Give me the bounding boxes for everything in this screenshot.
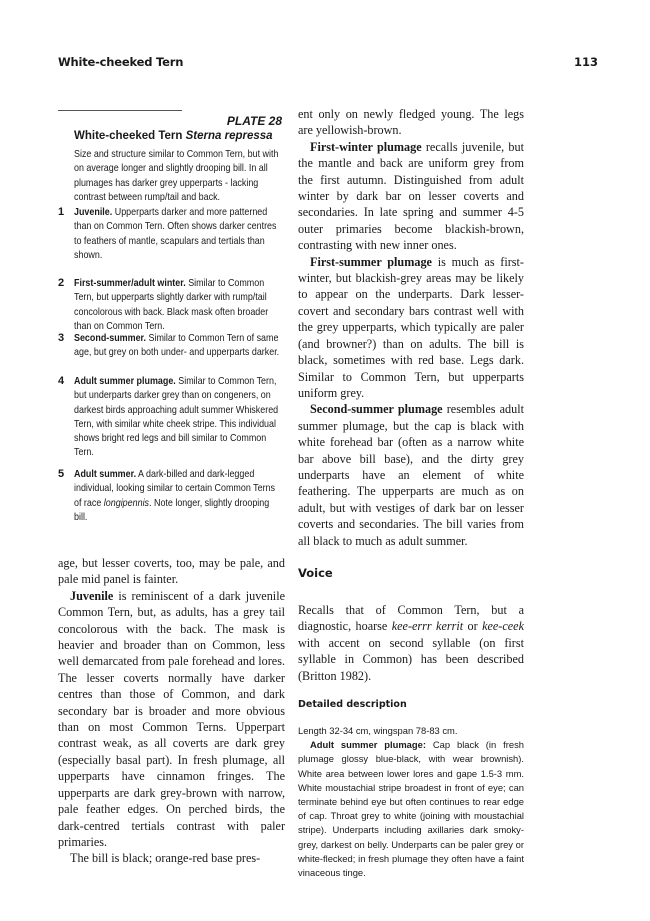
- paragraph-juvenile: [58, 588, 285, 851]
- figure-desc: Similar to Common Tern, but underparts darker grey than on congeners, on darkest birds approaching adult summer Whiskered Tern, with similar white cheek stripe. This individual shows bright red legs and bill similar to Common Tern.: [74, 376, 279, 459]
- figure-desc: Upperparts darker and more patterned than on Common Tern. Often shows darker centres to feathers of mantle, scapulars and tertials than shown.: [74, 207, 277, 261]
- call-transcription: kee-errr kerrit: [391, 619, 464, 634]
- figure-number: 4: [58, 375, 65, 387]
- para-heading: Juvenile: [70, 588, 114, 603]
- section-heading-voice: Voice: [298, 565, 333, 580]
- figure-number: 2: [58, 277, 65, 289]
- para-text: recalls juvenile, but the mantle and back are uniform grey from the first autumn. Distinguished from adult winter by dark bar on lesser coverts and secondaries. In late spring and summer 4-5 outer primaries become blackish-brown, contrasting with new inner ones.: [298, 139, 524, 253]
- para-heading: Second-summer plumage: [310, 402, 443, 417]
- figure-desc: A dark-billed and dark-legged individual, looking similar to certain Common Terns of race: [74, 469, 275, 509]
- figure-label: Second-summer.: [74, 333, 147, 344]
- voice-text: Recalls that of Common Tern, but a diagnostic, hoarse: [298, 602, 524, 634]
- caption-rule: [58, 110, 182, 111]
- para-heading: Adult summer plumage:: [310, 739, 426, 751]
- para-text: resembles adult summer plumage, but the cap is black with white forehead bar (often as a narrow white bar above bill base), and the dirty grey underparts have an element of white feathering. The upperparts are much as on adult, but with vestiges of dark bar on lesser coverts and secondaries. The bill varies from all black to much as adult summer.: [298, 402, 524, 548]
- paragraph-second-summer: [298, 401, 524, 549]
- detail-adult-summer: [298, 738, 524, 880]
- figure-desc-end: . Note longer, slightly drooping bill.: [74, 497, 270, 523]
- plate-intro: Size and structure similar to Common Tern, but with on average longer and slightly drooping bill. In all plumages has darker grey upperparts - lacking contrast between rump/tail and back.: [74, 149, 279, 203]
- figure-number: 3: [58, 332, 65, 344]
- figure-desc-italic: longipennis: [103, 497, 150, 509]
- figure-label: Juvenile.: [74, 207, 113, 218]
- voice-text: or: [463, 619, 483, 634]
- paragraph-first-winter: [298, 139, 524, 254]
- paragraph: age, but lesser coverts, too, may be pale, and pale mid panel is fainter.: [58, 556, 285, 587]
- figure-desc: Similar to Common Tern of same age, but grey on both under- and upperparts darker.: [74, 333, 280, 359]
- para-heading: First-winter plumage: [310, 139, 422, 154]
- running-header-title: White-cheeked Tern: [58, 55, 184, 69]
- figure-text: [74, 206, 284, 263]
- figure-label: First-summer/adult winter.: [74, 278, 186, 289]
- figure-text: [74, 375, 284, 461]
- voice-text: with accent on second syllable (on first syllable in Common) has been described (Britton 1982).: [298, 635, 524, 683]
- species-name: White-cheeked Tern: [74, 130, 183, 142]
- para-text: Cap black (in fresh plumage glossy blue-black, with wear brownish). White area between lower lores and gape 1.5-3 mm. White moustachial stripe broadest in front of eye; can terminate behind eye but often continues to rear edge of cap. Throat grey to white (joining with moustachial stripe). Underparts including axillaries dark smoky-grey, darkest on belly. Underparts can be paler grey or white-flecked; in fresh plumage they often have a faint vinaceous tinge.: [298, 739, 524, 879]
- para-text: is reminiscent of a dark juvenile Common Tern, but, as adults, has a grey tail concolorous with the back. The mask is heavier and broader than on Common, less well demarcated from pale forehead and lores. The lesser coverts normally have darker centres than those of Common, and dark secondary bar is broader and more obvious than on most Common Terns. Upperpart contrast weak, as all coverts are dark grey (especially basal part). In fresh plumage, all upperparts have cinnamon fringes. The upperparts are dark grey-brown with narrow, pale feather edges. On perched birds, the dark-centred tertials contrast with paler primaries.: [58, 588, 285, 849]
- figure-text: [74, 277, 284, 334]
- call-transcription: kee-ceek: [482, 619, 524, 634]
- plate-label: PLATE 28: [226, 114, 282, 128]
- figure-text: [74, 468, 284, 525]
- page-number: 113: [574, 55, 599, 69]
- right-column: [298, 106, 524, 880]
- paragraph-first-summer: [298, 254, 524, 402]
- paragraph: The bill is black; orange-red base pres-: [70, 851, 261, 866]
- plate-species-title: [74, 130, 273, 142]
- para-text: is much as first-winter, but blackish-grey areas may be likely to appear on the underparts. Dark lesser-covert and secondary bars contrast well with the grey upperparts, which typically are paler (and browner?) than on adults. The bill is black, sometimes with red base. Legs dark. Similar to Common Tern, but upperparts uniform grey.: [298, 254, 524, 400]
- figure-label: Adult summer plumage.: [74, 376, 176, 387]
- figure-label: Adult summer.: [74, 469, 137, 480]
- figure-text: [74, 332, 284, 361]
- species-latin: Sterna repressa: [185, 130, 273, 142]
- paragraph: ent only on newly fledged young. The legs are yellowish-brown.: [298, 107, 524, 138]
- paragraph-voice: [298, 602, 524, 684]
- section-heading-detailed-description: Detailed description: [298, 699, 407, 710]
- figure-number: 1: [58, 206, 65, 218]
- detail-size: Length 32-34 cm, wingspan 78-83 cm.: [298, 725, 458, 736]
- figure-desc: Similar to Common Tern, but upperparts slightly darker with rump/tail concolorous with back. Black mask often broader than on Common Tern.: [74, 278, 269, 332]
- para-heading: First-summer plumage: [310, 254, 432, 269]
- figure-number: 5: [58, 468, 65, 480]
- left-column-text: [58, 555, 285, 867]
